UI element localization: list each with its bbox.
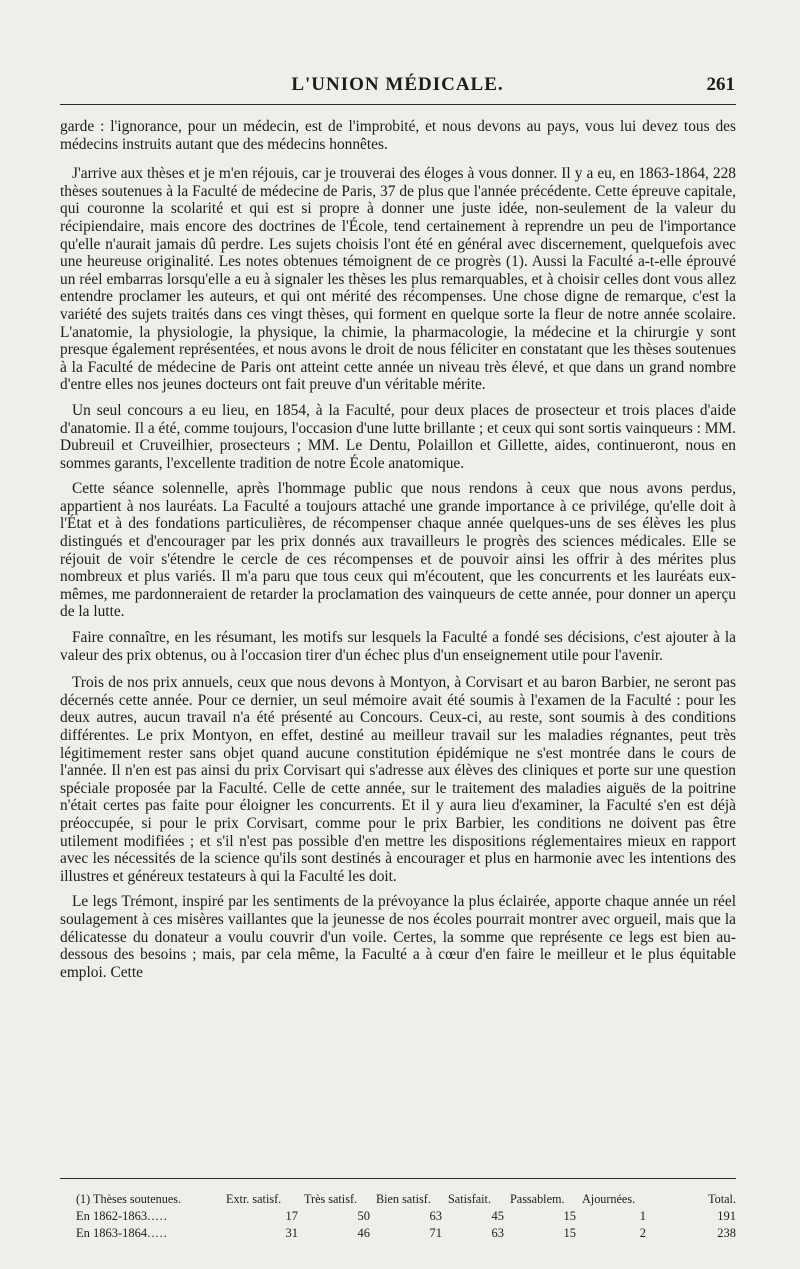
paragraph: Le legs Trémont, inspiré par les sentiments de la prévoyance la plus éclairée, apporte chaque année un réel soulagement à ces misères vaillantes que la jeunesse de nos écoles pourrait montrer avec orgueil, mais que la délicatesse du donateur a voulu couvrir d'un voile. Certes, la somme que représente ce legs est bien au-dessous des besoins ; mais, par cela même, la Faculté a à cœur d'en faire le meilleur et le plus équitable emploi. Cette <box>60 893 736 981</box>
footnote-rule <box>60 1178 736 1179</box>
footnote-header-cell: Passablem. <box>510 1192 565 1206</box>
running-header <box>60 74 735 100</box>
footnote-row-label <box>76 1224 226 1241</box>
footnote-header-cell: Extr. satisf. <box>226 1192 282 1206</box>
journal-title: L'UNION MÉDICALE. <box>291 74 504 95</box>
page-number: 261 <box>706 74 735 95</box>
footnote-header-cell: Bien satisf. <box>376 1192 431 1206</box>
footnote-cell: 17 <box>285 1209 298 1223</box>
footnote-leader-dots: ..... <box>147 1226 168 1240</box>
footnote-row-label <box>76 1207 226 1224</box>
footnote-cell: 238 <box>717 1226 736 1240</box>
footnote-cell: 1 <box>639 1209 646 1223</box>
footnote-year: En 1863-1864 <box>76 1226 148 1240</box>
footnote-table <box>76 1190 736 1241</box>
footnote-header-row <box>76 1190 736 1207</box>
paragraph: Un seul concours a eu lieu, en 1854, à la Faculté, pour deux places de prosecteur et trois places d'aide d'anatomie. Il a été, comme toujours, l'occasion d'une lutte brillante ; et ceux qui sont sortis vainqueurs : MM. Dubreuil et Cruveilhier, prosecteurs ; MM. Le Dentu, Polaillon et Gillette, aides, continueront, nous en sommes garants, l'excellente tradition de notre École anatomique. <box>60 401 736 472</box>
footnote-header-cell: Total. <box>708 1192 736 1206</box>
footnote-cell: 15 <box>563 1209 576 1223</box>
footnote-cell: 2 <box>639 1226 646 1240</box>
footnote-cell: 31 <box>285 1226 298 1240</box>
footnote-cell: 45 <box>491 1209 504 1223</box>
paragraph: Trois de nos prix annuels, ceux que nous devons à Montyon, à Corvisart et au baron Barbier, ne seront pas décernés cette année. Pour ce dernier, un seul mémoire avait été soumis à l'examen de la Faculté : pour les deux autres, aucun travail n'a été présenté au Concours. Ceux-ci, au reste, sont soumis à des conditions différentes. Le prix Montyon, en effet, destiné au meilleur travail sur les maladies régnantes, peut très légitimement rester sans objet quand aucune constitution épidémique ne s'est montrée dans le cours de l'année. Il n'en est pas ainsi du prix Corvisart qui s'adresse aux élèves des cliniques et porte sur une question spéciale proposée par la Faculté. Celle de cette année, sur le traitement des maladies aiguës de la poitrine n'était certes pas faite pour éloigner les concurrents. Et il y aura lieu d'examiner, la Faculté s'en est déjà préoccupée, si pour le prix Corvisart, comme pour le prix Barbier, les conditions ne doivent pas être utilement modifiées ; et s'il n'est pas possible d'en mettre les dispositions réglementaires mieux en rapport avec les nécessités de la science qu'ils sont destinés à encourager et plus en harmonie avec les intentions des illustres et généreux testateurs à qui la Faculté les doit. <box>60 674 736 885</box>
footnote-header-cell: Très satisf. <box>304 1192 358 1206</box>
footnote-marker: (1) <box>76 1192 91 1206</box>
footnote-cell: 191 <box>717 1209 736 1223</box>
footnote-header-cell <box>76 1190 226 1207</box>
footnote-cell: 50 <box>357 1209 370 1223</box>
footnote-leader-dots: ..... <box>147 1209 168 1223</box>
footnote-row <box>76 1207 736 1224</box>
paragraph: J'arrive aux thèses et je m'en réjouis, car je trouverai des éloges à vous donner. Il y a eu, en 1863-1864, 228 thèses soutenues à la Faculté de médecine de Paris, 37 de plus que l'année précédente. Cette épreuve capitale, qui couronne la scolarité et qui est si propre à donner une juste idée, non-seulement de la valeur du récipiendaire, mais encore des doctrines de l'École, tend certainement à reprendre un peu de l'importance qu'elle n'aurait jamais dû perdre. Les sujets choisis l'ont été en général avec discernement, quelquefois avec une heureuse originalité. Les notes obtenues témoignent de ce progrès (1). Aussi la Faculté a-t-elle éprouvé un réel embarras lorsqu'elle a eu à signaler les thèses les plus remarquables, et à choisir celles dont vous allez entendre proclamer les auteurs, et qui ont mérité des récompenses. Une chose digne de remarque, c'est la variété des sujets traités dans ces vingt thèses, qui forment en quelque sorte la fleur de notre année scolaire. L'anatomie, la physiologie, la physique, la chimie, la pharmacologie, la médecine et la chirurgie y sont presque également représentées, et nous avons le droit de nous féliciter en constatant que les thèses soutenues à la Faculté de médecine de Paris ont atteint cette année un niveau très élevé, et que dans un grand nombre d'entre elles nos jeunes docteurs ont fait preuve d'un véritable mérite. <box>60 165 736 394</box>
paragraph: Faire connaître, en les résumant, les motifs sur lesquels la Faculté a fondé ses décisions, c'est ajouter à la valeur des prix obtenus, ou à l'occasion tirer d'un échec plus d'un enseignement utile pour l'avenir. <box>60 629 736 664</box>
footnote-header-cell: Ajournées. <box>582 1192 636 1206</box>
footnote-row <box>76 1224 736 1241</box>
footnote-cell: 46 <box>357 1226 370 1240</box>
body-text <box>60 118 736 981</box>
footnote-year: En 1862-1863 <box>76 1209 148 1223</box>
footnote-cell: 63 <box>491 1226 504 1240</box>
footnote-header-cell: Satisfait. <box>448 1192 491 1206</box>
paragraph: Cette séance solennelle, après l'hommage public que nous rendons à ceux que nous avons perdus, appartient à nos lauréats. La Faculté a toujours attaché une grande importance à ce privilége, qu'elle doit à l'État et à des fondations particulières, de récompenser chaque année quelques-uns de ses élèves les plus distingués et d'encourager par les prix donnés aux travailleurs le progrès des sciences médicales. Elle se réjouit de voir s'étendre le cercle de ces récompenses et de pouvoir ainsi les offrir à des mérites plus nombreux et plus variés. Il m'a paru que tous ceux qui m'écoutent, que les concurrents et les lauréats eux-mêmes, me pardonneraient de retarder la proclamation des vainqueurs de cette année, pour donner un aperçu de la lutte. <box>60 480 736 621</box>
footnote-cell: 63 <box>429 1209 442 1223</box>
footnote-header-label: Thèses soutenues. <box>93 1192 182 1206</box>
footnote-cell: 15 <box>563 1226 576 1240</box>
footnote <box>76 1190 736 1241</box>
footnote-cell: 71 <box>429 1226 442 1240</box>
header-rule <box>60 104 736 105</box>
paragraph: garde : l'ignorance, pour un médecin, est de l'improbité, et nous devons au pays, vous lui devez tous des médecins instruits autant que des médecins honnêtes. <box>60 118 736 153</box>
